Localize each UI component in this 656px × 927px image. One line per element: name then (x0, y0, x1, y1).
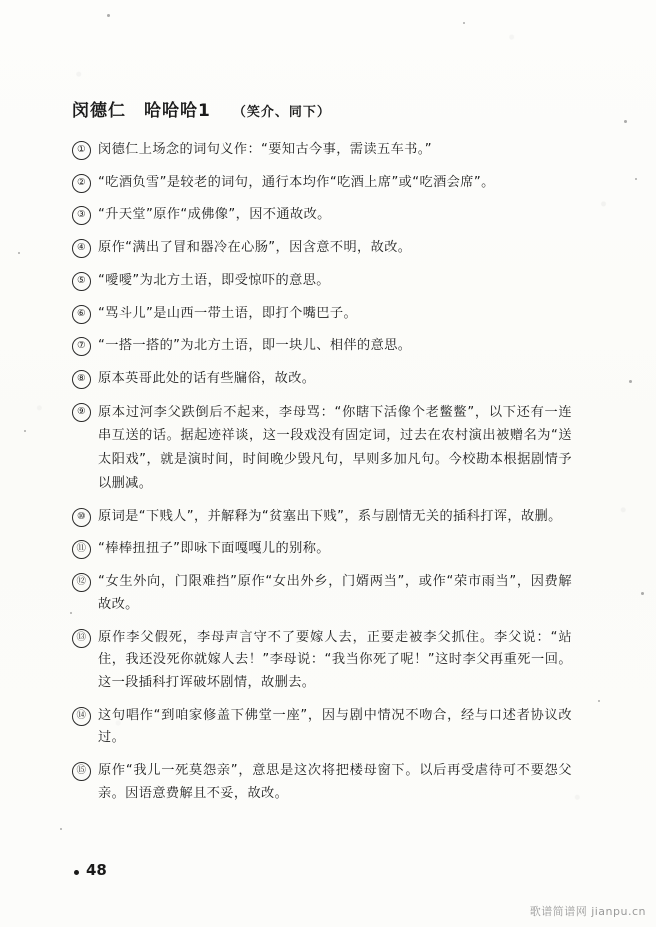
footnote-text: “吃酒负雪”是较老的词句，通行本均作“吃酒上席”或“吃酒会席”。 (98, 174, 495, 190)
list-item (72, 705, 572, 750)
list-item (72, 571, 572, 616)
list-item (72, 760, 572, 805)
list-item (72, 139, 572, 162)
watermark: 歌谱简谱网 jianpu.cn (529, 905, 646, 918)
footnote-text: 原作“满出了冒和器冷在心肠”，因含意不明，故改。 (98, 240, 412, 256)
footnote-marker: ⑪ (72, 540, 91, 559)
list-item (72, 172, 572, 195)
page-number-bullet (74, 870, 79, 875)
footnote-marker: ⑤ (72, 272, 91, 291)
list-item (72, 204, 572, 227)
document-body (72, 96, 572, 815)
footnote-marker: ⑭ (72, 707, 91, 726)
footnote-text: 原本英哥此处的话有些牖俗，故改。 (98, 370, 316, 386)
page-title-main: 闵德仁 哈哈哈1 (72, 101, 211, 121)
list-item (72, 506, 572, 529)
footnote-marker: ⑨ (72, 403, 91, 422)
footnote-text: “女生外向，门限难挡”原作“女出外乡，门婿两当”，或作“荣市雨当”，因费解故改。 (98, 574, 572, 612)
footnote-text: 闵德仁上场念的词句义作：“要知古今事，需读五车书。” (98, 142, 432, 157)
footnote-text: “升天堂”原作“成佛像”，因不通故改。 (98, 207, 331, 223)
list-item (72, 303, 572, 326)
footnote-marker: ⑥ (72, 305, 91, 324)
footnote-marker: ③ (72, 206, 91, 225)
list-item (72, 627, 572, 695)
footnote-text: “棒棒扭扭子”即咏下面嘎嘎儿的别称。 (98, 541, 330, 557)
footnote-marker: ① (72, 141, 91, 160)
footnote-marker: ④ (72, 239, 91, 258)
list-item (72, 237, 572, 260)
list-item (72, 368, 572, 391)
footnote-text: 这句唱作“到咱家修盖下佛堂一座”，因与剧中情况不吻合，经与口述者协议改过。 (98, 707, 572, 746)
list-item (72, 538, 572, 561)
footnote-marker: ⑮ (72, 762, 91, 781)
footnote-text: 原本过河李父跌倒后不起来，李母骂：“你瞎下活像个老鳖鳖”，以下还有一连串互送的话。据起迹祥谈，这一段戏没有固定词，过去在农村演出被赠名为“送太阳戏”，就是演时间，时间晚少毁凡句，早则多加凡句。今校勘本根据剧情予以删减。 (98, 404, 572, 491)
page-number: 48 (86, 861, 107, 879)
footnote-marker: ② (72, 174, 91, 193)
page-title-note: （笑介、同下） (232, 105, 331, 120)
footnote-text: “一搭一搭的”为北方土语，即一块儿、相伴的意思。 (98, 338, 412, 354)
footnote-text: 原作“我儿一死莫怨亲”，意思是这次将把楼母窗下。以后再受虐待可不要怨父亲。因语意费解且不妥，故改。 (98, 763, 572, 801)
footnote-marker: ⑦ (72, 337, 91, 356)
footnote-list (72, 139, 572, 805)
list-item (72, 401, 572, 496)
footnote-text: “噯噯”为北方土语，即受惊吓的意思。 (98, 272, 330, 288)
page-title (72, 96, 572, 121)
footnote-marker: ⑬ (72, 629, 91, 648)
footnote-text: “骂斗儿”是山西一带土语，即打个嘴巴子。 (98, 305, 358, 321)
list-item (72, 270, 572, 293)
footnote-text: 原词是“下贱人”，并解释为“贫塞出下贱”，系与剧情无关的插科打诨，故删。 (98, 508, 562, 524)
footnote-marker: ⑩ (72, 508, 91, 527)
list-item (72, 335, 572, 358)
footnote-marker: ⑧ (72, 370, 91, 389)
footnote-text: 原作李父假死，李母声言守不了要嫁人去，正要走被李父抓住。李父说：“站住，我还没死你就嫁人去！”李母说：“我当你死了呢！”这时李父再重死一回。这一段插科打诨破坏剧情，故删去。 (98, 629, 572, 690)
footnote-marker: ⑫ (72, 573, 91, 592)
